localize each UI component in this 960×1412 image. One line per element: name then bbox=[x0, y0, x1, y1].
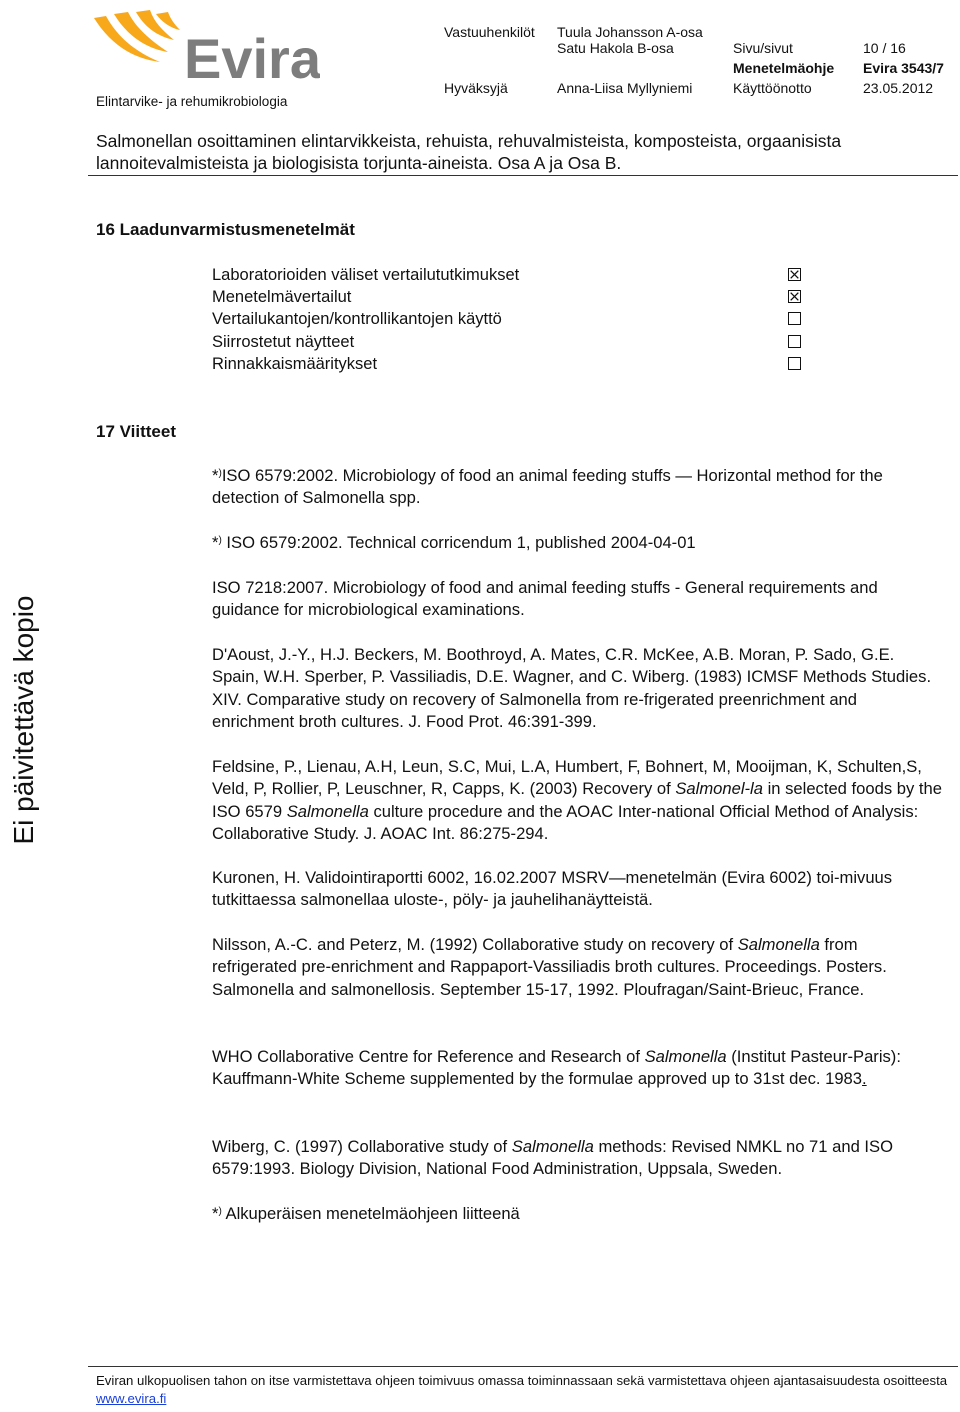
intro-label: Käyttöönotto bbox=[733, 80, 812, 96]
page-value: 10 / 16 bbox=[863, 40, 906, 56]
responsible-a: Tuula Johansson A-osa bbox=[557, 24, 703, 40]
doc-title-line1: Salmonellan osoittaminen elintarvikkeista, rehuista, rehuvalmisteista, komposteista, orgaanisista bbox=[96, 131, 842, 151]
qa-item-label: Vertailukantojen/kontrollikantojen käyttö bbox=[212, 310, 502, 328]
watermark-not-updated-copy: Ei päivitettävä kopio bbox=[8, 595, 39, 845]
reference-iso6579-corrigendum: *) ISO 6579:2002. Technical corricendum 1, published 2004-04-01 bbox=[212, 533, 696, 552]
checkbox-unchecked[interactable] bbox=[788, 357, 801, 370]
doc-title-line2: lannoitevalmisteista ja biologisista torjunta-aineista. Osa A ja Osa B. bbox=[96, 153, 622, 173]
evira-logo bbox=[88, 10, 320, 88]
checkbox-unchecked[interactable] bbox=[788, 312, 801, 325]
approved-label: Hyväksyjä bbox=[444, 80, 508, 96]
reference-feldsine: Feldsine, P., Lienau, A.H, Leun, S.C, Mui, L.A, Humbert, F, Bohnert, M, Mooijman, K, Schulten,S, Veld, P, Rollier, P, Leuschner, R, Capps, K. (2003) Recovery of Salmonel-la in selected foods by the ISO 6579 Salmonella culture procedure and the AOAC Inter-national Official Method of Analysis: Collaborative Study. J. AOAC Int. 86:275-294. bbox=[212, 757, 942, 843]
checkbox-checked[interactable] bbox=[788, 268, 801, 281]
reference-kuronen: Kuronen, H. Validointiraportti 6002, 16.02.2007 MSRV—menetelmän (Evira 6002) toi-mivuus tutkittaessa salmonellaa uloste-, pöly- ja jauhelihanäytteistä. bbox=[212, 868, 893, 910]
reference-wiberg: Wiberg, C. (1997) Collaborative study of Salmonella methods: Revised NMKL no 71 and ISO 6579:1993. Biology Division, National Food Administration, Uppsala, Sweden. bbox=[212, 1137, 893, 1179]
footer-note: Eviran ulkopuolisen tahon on itse varmistettava ohjeen toimivuus omassa toiminnassaan sekä varmistettava ohjeen ajantasaisuudesta osoitteesta www.evira.fi bbox=[96, 1373, 948, 1406]
footer-divider bbox=[88, 1366, 958, 1367]
qa-item-label: Menetelmävertailut bbox=[212, 288, 352, 306]
qa-item-label: Siirrostetut näytteet bbox=[212, 333, 355, 351]
footnote-original-attachment: *) Alkuperäisen menetelmäohjeen liitteenä bbox=[212, 1204, 520, 1223]
unit-name: Elintarvike- ja rehumikrobiologia bbox=[96, 94, 288, 109]
checkbox-checked[interactable] bbox=[788, 290, 801, 303]
reference-daoust: D'Aoust, J.-Y., H.J. Beckers, M. Boothroyd, A. Mates, C.R. McKee, A.B. Moran, P. Sado, G.E. Spain, W.H. Sperber, P. Vassiliadis, D.E. Wagner, and C. Wiberg. (1983) ICMSF Methods Studies. XIV. Comparative study on recovery of Salmonella from re-frigerated preenrichment and enrichment broth cultures. J. Food Prot. 46:391-399. bbox=[212, 645, 932, 731]
header-divider bbox=[88, 175, 958, 176]
qa-item-label: Rinnakkaismääritykset bbox=[212, 355, 378, 373]
method-label: Menetelmäohje bbox=[733, 60, 835, 76]
intro-date: 23.05.2012 bbox=[863, 80, 934, 96]
reference-iso7218: ISO 7218:2007. Microbiology of food and animal feeding stuffs - General requirements and guidance for microbiological examinations. bbox=[212, 578, 878, 620]
approved-value: Anna-Liisa Myllyniemi bbox=[557, 80, 693, 96]
checkbox-unchecked[interactable] bbox=[788, 335, 801, 348]
method-value: Evira 3543/7 bbox=[863, 60, 944, 76]
responsible-label: Vastuuhenkilöt bbox=[444, 24, 535, 40]
page-label: Sivu/sivut bbox=[733, 40, 793, 56]
reference-iso6579: *)ISO 6579:2002. Microbiology of food an animal feeding stuffs — Horizontal method for the detection of Salmonella spp. bbox=[212, 466, 883, 508]
reference-nilsson: Nilsson, A.-C. and Peterz, M. (1992) Collaborative study on recovery of Salmonella from refrigerated pre-enrichment and Rappaport-Vassiliadis broth cultures. Proceedings. Posters. Salmonella and salmonellosis. September 15-17, 1992. Ploufragan/Saint-Brieuc, France. bbox=[212, 935, 887, 999]
section-17-heading: 17 Viitteet bbox=[96, 422, 177, 441]
evira-link[interactable]: www.evira.fi bbox=[96, 1390, 167, 1406]
responsible-b: Satu Hakola B-osa bbox=[557, 40, 674, 56]
svg-text:Evira: Evira bbox=[184, 27, 320, 88]
qa-item-label: Laboratorioiden väliset vertailututkimukset bbox=[212, 266, 520, 284]
section-16-heading: 16 Laadunvarmistusmenetelmät bbox=[96, 220, 355, 239]
reference-who: WHO Collaborative Centre for Reference and Research of Salmonella (Institut Pasteur-Paris): Kauffmann-White Scheme supplemented by the formulae approved up to 31st dec. 1983. bbox=[212, 1047, 901, 1089]
